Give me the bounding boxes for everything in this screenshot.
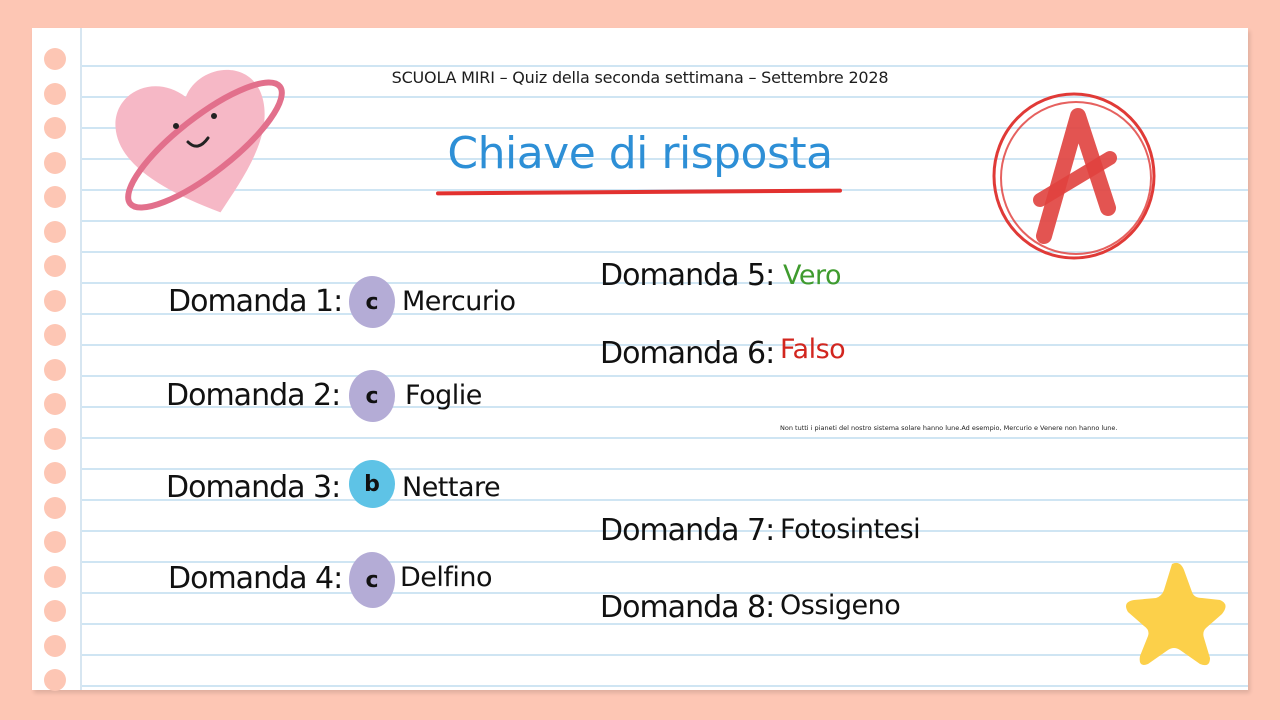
question-1-label: Domanda 1: (168, 284, 343, 319)
question-3-answer: Nettare (402, 472, 501, 503)
binder-hole (44, 669, 66, 691)
binder-hole (44, 255, 66, 277)
question-6-note: Non tutti i pianeti del nostro sistema solare hanno lune.Ad esempio, Mercurio e Venere non hanno lune. (780, 424, 1118, 432)
binder-hole (44, 359, 66, 381)
binder-hole (44, 600, 66, 622)
question-7-label: Domanda 7: (600, 513, 775, 548)
question-5-label: Domanda 5: (600, 258, 775, 293)
question-1-letter-badge: c (349, 276, 395, 328)
binder-hole (44, 635, 66, 657)
question-1-answer: Mercurio (402, 286, 516, 317)
question-5-answer: Vero (783, 260, 842, 291)
binder-hole (44, 290, 66, 312)
question-2-answer: Foglie (405, 380, 482, 411)
quiz-subtitle: SCUOLA MIRI – Quiz della seconda settimana – Settembre 2028 (391, 68, 889, 87)
binder-hole (44, 186, 66, 208)
question-4-letter-badge: c (349, 552, 395, 608)
question-4-label: Domanda 4: (168, 561, 343, 596)
question-6-label: Domanda 6: (600, 336, 775, 371)
question-3-label: Domanda 3: (166, 470, 341, 505)
star-icon (1120, 558, 1230, 670)
question-8-answer: Ossigeno (780, 590, 901, 621)
page-title: Chiave di risposta (447, 128, 833, 179)
binder-hole (44, 428, 66, 450)
question-4-answer: Delfino (400, 562, 493, 593)
binder-hole (44, 221, 66, 243)
binder-hole (44, 497, 66, 519)
heart-planet-icon (110, 60, 300, 230)
binder-hole (44, 566, 66, 588)
binder-hole (44, 462, 66, 484)
binder-hole (44, 393, 66, 415)
question-2-label: Domanda 2: (166, 378, 341, 413)
question-3-letter-badge: b (349, 460, 395, 508)
grade-a-stamp-icon (988, 88, 1164, 266)
binder-hole (44, 531, 66, 553)
question-2-letter-badge: c (349, 370, 395, 422)
question-6-answer: Falso (780, 334, 846, 365)
question-7-answer: Fotosintesi (780, 514, 921, 545)
binder-hole (44, 48, 66, 70)
binder-hole (44, 324, 66, 346)
question-8-label: Domanda 8: (600, 590, 775, 625)
